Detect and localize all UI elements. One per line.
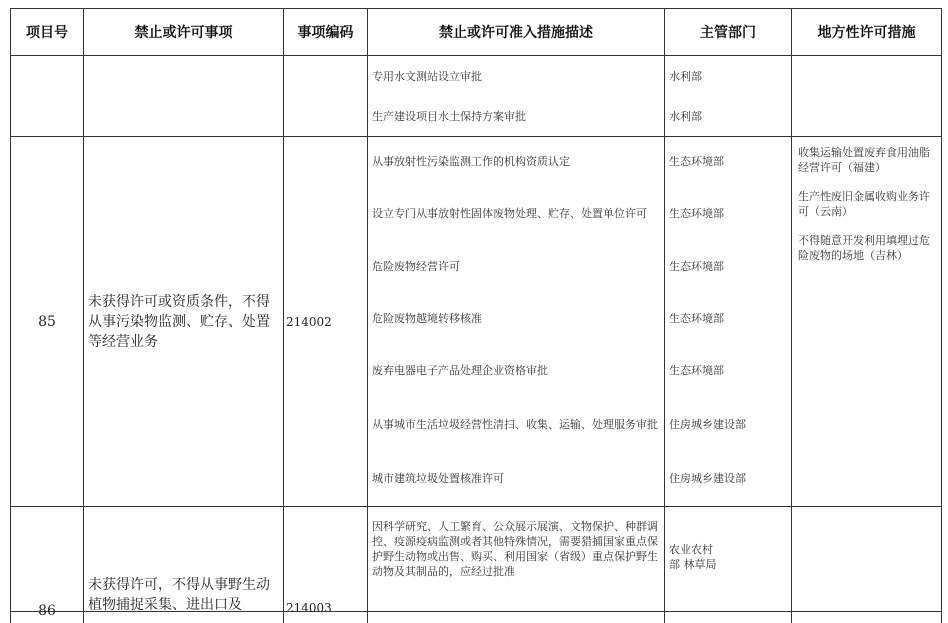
table-header-row <box>11 9 942 56</box>
cell-desc-stack <box>368 137 665 507</box>
measure-desc: 设立专门从事放射性固体废物处理、贮存、处置单位许可 <box>372 206 647 220</box>
row-code: 214003 <box>284 507 368 623</box>
cell-code-empty <box>284 56 368 137</box>
header-code: 事项编码 <box>284 9 368 56</box>
cell-local-empty <box>792 56 942 137</box>
header-no: 项目号 <box>11 9 84 56</box>
measure-dept: 水利部 <box>669 109 702 123</box>
header-local: 地方性许可措施 <box>792 9 942 56</box>
measure-desc: 专用水文测站设立审批 <box>372 69 482 83</box>
local-measure: 生产性废旧金属收购业务许可（云南） <box>798 190 930 218</box>
measure-dept: 生态环境部 <box>669 364 724 377</box>
measure-dept: 住房城乡建设部 <box>669 417 746 431</box>
cell-dept-stack <box>665 137 792 507</box>
cell-local-empty <box>792 507 942 623</box>
cell-desc-stack <box>368 507 665 623</box>
local-measure: 不得随意开发利用填埋过危险废物的场地（吉林） <box>798 234 930 262</box>
measure-dept: 生态环境部 <box>669 154 724 168</box>
row-code: 214002 <box>284 137 368 507</box>
page-bottom-rule <box>10 611 941 612</box>
measure-desc: 从事放射性污染监测工作的机构资质认定 <box>372 154 570 168</box>
measure-desc: 从事城市生活垃圾经营性清扫、收集、运输、处理服务审批 <box>372 417 658 431</box>
measure-dept: 住房城乡建设部 <box>669 471 746 485</box>
header-item: 禁止或许可事项 <box>84 9 284 56</box>
row-number: 85 <box>11 137 84 507</box>
measure-desc: 危险废物经营许可 <box>372 260 460 273</box>
table-row-86 <box>11 507 942 623</box>
cell-dept-stack <box>665 56 792 137</box>
measure-desc: 废弃电器电子产品处理企业资格审批 <box>372 364 548 377</box>
table-row-85 <box>11 137 942 507</box>
measure-dept: 生态环境部 <box>669 206 724 220</box>
header-desc: 禁止或许可准入措施描述 <box>368 9 665 56</box>
measure-dept: 生态环境部 <box>669 260 724 273</box>
measure-desc: 因科学研究、人工繁育、公众展示展演、文物保护、种群调控、疫源疫病监测或者其他特殊情况，需要猎捕国家重点保护野生动物或出售、购买、利用国家（省级）重点保护野生动物及其制品的，应经过批准 <box>372 520 658 578</box>
table-row-continued <box>11 56 942 137</box>
cell-item-empty <box>84 56 284 137</box>
measure-desc: 生产建设项目水土保持方案审批 <box>372 109 526 123</box>
row-number: 86 <box>11 507 84 623</box>
header-dept: 主管部门 <box>665 9 792 56</box>
cell-local-stack <box>792 137 942 507</box>
cell-desc-stack <box>368 56 665 137</box>
local-measure: 收集运输处置废弃食用油脂经营许可（福建） <box>798 146 930 174</box>
measure-dept: 农业农村部 林草局 <box>669 543 717 571</box>
measure-desc: 城市建筑垃圾处置核准许可 <box>372 471 504 485</box>
permit-table <box>10 8 942 623</box>
measure-dept: 水利部 <box>669 69 702 83</box>
cell-dept-stack <box>665 507 792 623</box>
measure-dept: 生态环境部 <box>669 311 724 325</box>
row-item: 未获得许可或资质条件，不得从事污染物监测、贮存、处置等经营业务 <box>84 137 284 507</box>
measure-desc: 危险废物越境转移核准 <box>372 311 482 325</box>
cell-no-empty <box>11 56 84 137</box>
row-item: 未获得许可，不得从事野生动植物捕捉采集、进出口及 <box>84 507 284 623</box>
